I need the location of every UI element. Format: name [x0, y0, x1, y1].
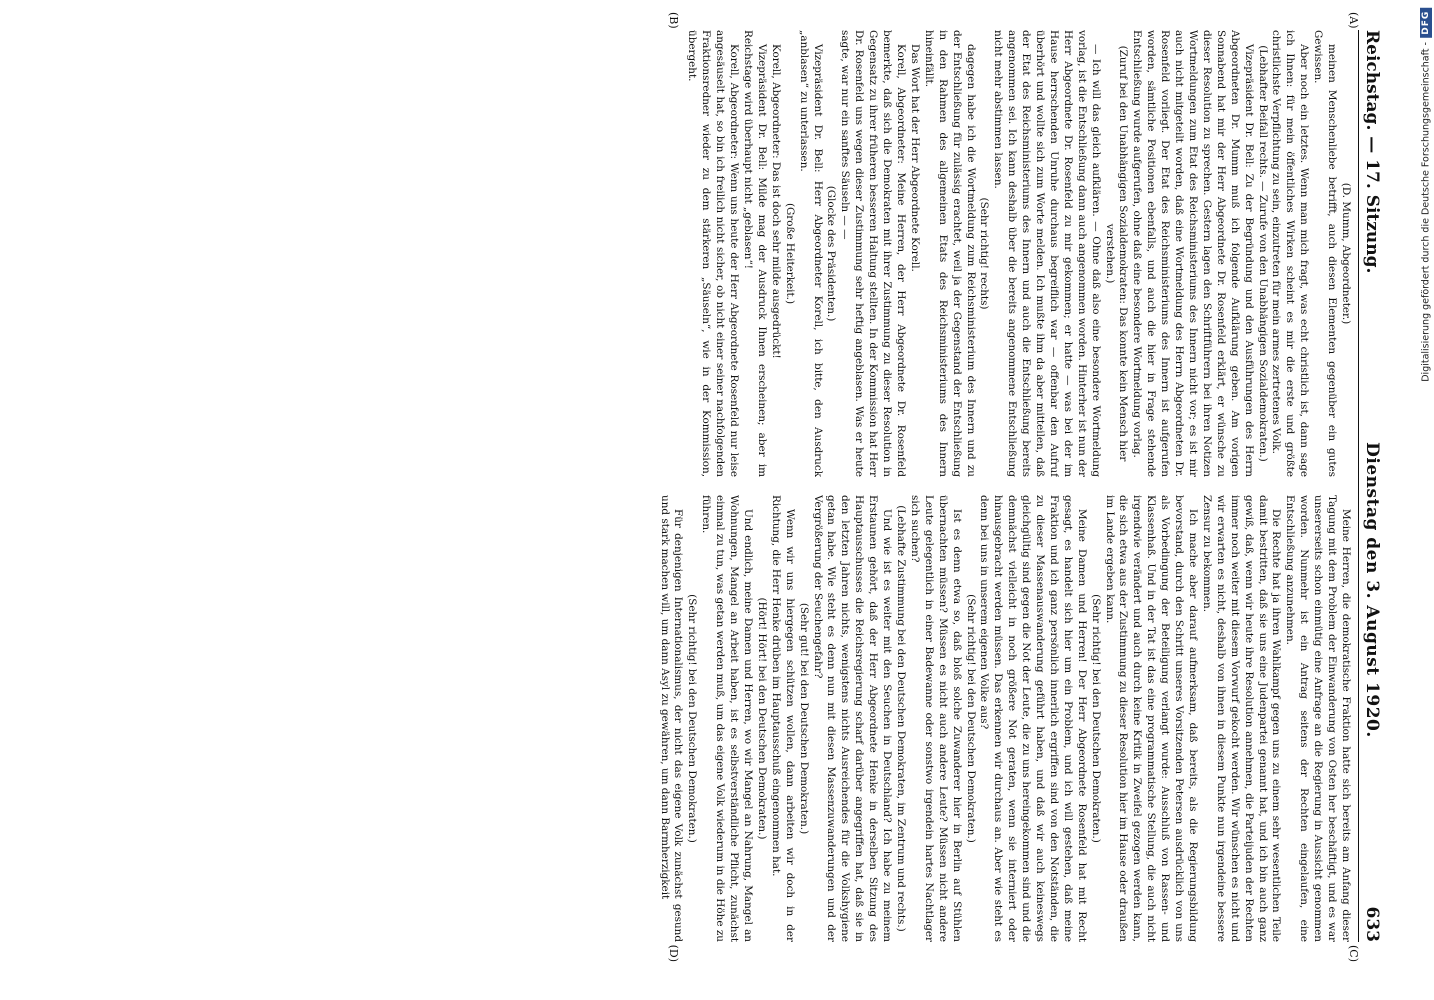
paragraph: Ich mache aber darauf aufmerksam, daß bereits, als die Regierungsbildung bevorstand, durch den Schritt unseres Vorsitzenden Petersen ausdrücklich von uns als Vorbedingung der Beteiligung verlangt wurde: Ausschluß von Rassen- und Klassenhaß. Und in der Tat ist das eine programmatische Stellung, die auch nicht irgendwie verändert und auch durch keine Kritik in Zweifel gezogen werden kann, die sich etwa aus der Zustimmung zu dieser Resolution hier im Hause oder draußen im Lande ergeben kann. [1103, 495, 1200, 942]
credit-text: Digitalisierung gefördert durch die Deutsche Forschungsgemeinschaft - [1420, 42, 1432, 382]
margin-marker-c: (C) [1347, 945, 1360, 962]
paragraph: Wenn wir uns hiergegen schützen wollen, dann arbeiten wir doch in der Richtung, die Herr Henke drüben im Hauptausschuß eingenommen hat. [769, 495, 796, 942]
paragraph: Und endlich, meine Damen und Herren, wo wir Mangel an Nahrung, Mangel an Wohnungen, Mangel an Arbeit haben, ist es selbstverständliche Pflicht, zunächst einmal zu tun, was getan werden muß, um das eigene Volk wiederum in die Höhe zu führen. [700, 495, 755, 942]
margin-marker-a: (A) [1347, 12, 1360, 29]
document-page [0, 8, 1400, 968]
paragraph: Ist es denn etwa so, daß bloß solche Zuwanderer hier in Berlin auf Stühlen übernachten müssen? Müssen es nicht auch andere Leute? Müssen nicht andere Leute gelegentlich in einer Badewanne oder sonstwo irgendein hartes Nachtlager sich suchen? [908, 495, 963, 942]
paragraph: meinen Menschenliebe betrifft, auch diesen Elementen gegenüber ein gutes Gewissen. [1312, 30, 1339, 477]
paragraph: Die Rechte hat ja ihren Wahlkampf gegen uns zu einem sehr wesentlichen Teile damit bestritten, daß sie uns eine Judenpartei genannt hat, und ich bin auch ganz gewiß, daß, wenn wir heute ihre Resolution annehmen, die Parteijuden der Rechten immer noch weiter mit diesem Vorwurf gekocht werden. Wir wünschen es nicht und wir erwarten es nicht, deshalb von ihnen in diesem Punkte nun irgendeine bessere Zensur zu bekommen. [1200, 495, 1283, 942]
paragraph: (Sehr richtig! bei den Deutschen Demokraten.) [686, 594, 699, 843]
paragraph: Korell, Abgeordneter: Das ist doch sehr milde ausgedrückt! [769, 44, 782, 359]
paragraph: (Lebhafte Zustimmung bei den Deutschen Demokraten, im Zentrum und rechts.) [895, 505, 907, 932]
dfg-credit [1420, 8, 1432, 382]
paragraph: (Hört! Hört! bei den Deutschen Demokraten.) [755, 597, 768, 840]
paragraph: Meine Herren, die demokratische Fraktion hatte sich bereits am Anfang dieser Tagung mit dem Problem der Einwanderung von Osten her beschäftigt, und es war unsererseits schon einmütig eine Anfrage an die Regierung in Aussicht genommen worden. Nunmehr ist ein Antrag seitens der Rechten eingelaufen, eine Entschließung anzunehmen. [1284, 495, 1352, 942]
page-header [1358, 30, 1382, 942]
page-number: 633 [1362, 906, 1382, 942]
paragraph: Korell, Abgeordneter: Meine Herren, der Herr Abgeordnete Dr. Rosenfeld bemerkte, daß sich die Demokraten mit ihrer Zustimmung zu dieser Resolution in Gegensatz zu ihrer früheren besseren Haltung stellten. In der Kommission hat Herr Dr. Rosenfeld uns wegen dieser Zustimmung sehr heftig angeblasen. Was er heute sagte, war nur ein sanftes Säuseln — — [839, 30, 907, 477]
paragraph: Meine Damen und Herren! Der Herr Abgeordnete Rosenfeld hat mit Recht gesagt, es handelt sich hier um ein Problem, und ich will gestehen, daß meine Fraktion und ich ganz persönlich innerlich ergriffen sind von den Notständen, die zu dieser Massenauswanderung geführt haben, und daß wir auch keineswegs gleichgültig sind gegen die Not der Leute, die zu uns hereingekommen sind und die demnächst vielleicht in noch größere Not geraten, wenn sie interniert oder hinausgebracht werden müssen. Das erkennen wir durchaus an. Aber wie steht es denn bei uns in unserem eigenen Volke aus? [978, 495, 1088, 942]
paragraph: Aber noch ein letztes. Wenn man mich fragt, was echt christlich ist, dann sage ich Ihnen: für mein öffentliches Wirken scheint es mir die erste und größte christlichste Verpflichtung zu sein, einzutreten für mein armes zertretenes Volk. [1270, 30, 1311, 477]
paragraph: — Ich will das gleich aufklären. — Ohne daß also eine besondere Wortmeldung vorlag, ist die Entschließung dann auch angenommen worden. Hinterher ist nun der Herr Abgeordnete Dr. Rosenfeld zu mir gekommen; er hatte — was bei der im Hause herrschenden Unruhe durchaus begreiflich war — offenbar den Aufruf überhört und wollte sich zum Worte melden. Ich mußte ihm da aber mitteilen, daß der Etat des Reichsministeriums des Innern und auch die Entschließung bereits angenommen sei. Ich kann deshalb über die bereits angenommene Entschließung nicht mehr abstimmen lassen. [992, 30, 1102, 477]
paragraph: Das Wort hat der Herr Abgeordnete Korell. [908, 44, 921, 272]
paragraph: (Lebhafter Beifall rechts. — Zurufe von den Unabhängigen Sozialdemokraten.) [1256, 45, 1269, 462]
paragraph: Und wie ist es weiter mit den Seuchen in Deutschland? Ich habe zu meinem Erstaunen gehört, daß der Herr Abgeordnete Henke in derselben Sitzung des Hauptausschusses die Reichsregierung scharf darüber angegriffen hat, daß sie in den letzten Jahren nichts, wenigstens nichts Ausreichendes für die Volkshygiene getan habe. Wie steht es denn nun mit diesen Massenzuwanderungen und der Vergrößerung der Seuchengefahr? [811, 495, 894, 942]
paragraph: (Sehr gut! bei den Deutschen Demokraten.) [797, 602, 810, 835]
right-column [32, 495, 1352, 942]
paragraph: (Zuruf bei den Unabhängigen Sozialdemokraten: Das konnte kein Mensch hier verstehen.) [1103, 45, 1130, 462]
paragraph: (Glocke des Präsidenten.) [825, 185, 838, 322]
margin-marker-d: (D) [667, 944, 680, 962]
paragraph: Vizepräsident Dr. Bell: Zu der Begründung und den Ausführungen des Herrn Abgeordneten Dr. Mumm muß ich folgende Aufklärung geben. Am vorigen Sonnabend hat mir der Herr Abgeordnete Dr. Rosenfeld erklärt, er wünsche zu dieser Resolution zu sprechen. Gestern lagen den Schriftführern bei ihren Notizen Wortmeldungen zum Etat des Reichsministeriums des Innern nicht vor; es ist mir auch nicht mitgeteilt worden, daß eine Wortmeldung des Herrn Abgeordneten Dr. Rosenfeld vorliegt. Der Etat des Reichsministeriums des Innern ist aufgerufen worden, sämtliche Positionen ebenfalls, und auch die hier in Frage stehende Entschließung wurde aufgerufen, ohne daß eine besondere Wortmeldung vorlag. [1131, 30, 1255, 477]
dfg-logo: DFG [1420, 8, 1432, 38]
paragraph: (Sehr richtig! rechts) [978, 197, 991, 310]
paragraph: (Große Heiterkeit.) [783, 202, 796, 305]
left-column [32, 30, 1352, 477]
paragraph: Vizepräsident Dr. Bell: Milde mag der Ausdruck Ihnen erscheinen; aber im Reichstage wird überhaupt nicht „geblasen“! [742, 30, 768, 477]
paragraph: (Sehr richtig! bei den Deutschen Demokraten.) [1089, 594, 1102, 843]
paragraph: Vizepräsident Dr. Bell: Herr Abgeordneter Korell, ich bitte, den Ausdruck „anblasen“ zu unterlassen. [797, 30, 824, 477]
paragraph: dagegen habe ich die Wortmeldung zum Reichsministerium des Innern und zu der Entschließung für zulässig erachtet, weil ja der Gegenstand der Entschließung in den Rahmen des allgemeinen Etats des Reichsministeriums des Innern hineinfällt. [922, 30, 977, 477]
header-date: Dienstag den 3. August 1920. [1362, 442, 1382, 738]
paragraph: (Sehr richtig! bei den Deutschen Demokraten.) [964, 594, 977, 843]
header-left: Reichstag. — 17. Sitzung. [1362, 30, 1382, 274]
margin-marker-b: (B) [667, 12, 680, 29]
paragraph: Für denjenigen Internationalismus, der nicht das eigene Volk zunächst gesund und stark machen will, um dann Asyl zu gewähren, um dann Barmherzigkeit [658, 495, 685, 942]
text-columns [32, 30, 1352, 942]
paragraph: Korell, Abgeordneter: Wenn uns heute der Herr Abgeordnete Rosenfeld nur leise angesäuselt hat, so bin ich freilich nicht sicher, ob nicht einer seiner nachfolgenden Fraktionsredner wieder zu dem stärkeren „Säuseln“, wie in der Kommission, übergeht. [686, 30, 741, 477]
paragraph: (D. Mumm, Abgeordneter.) [1340, 182, 1352, 325]
